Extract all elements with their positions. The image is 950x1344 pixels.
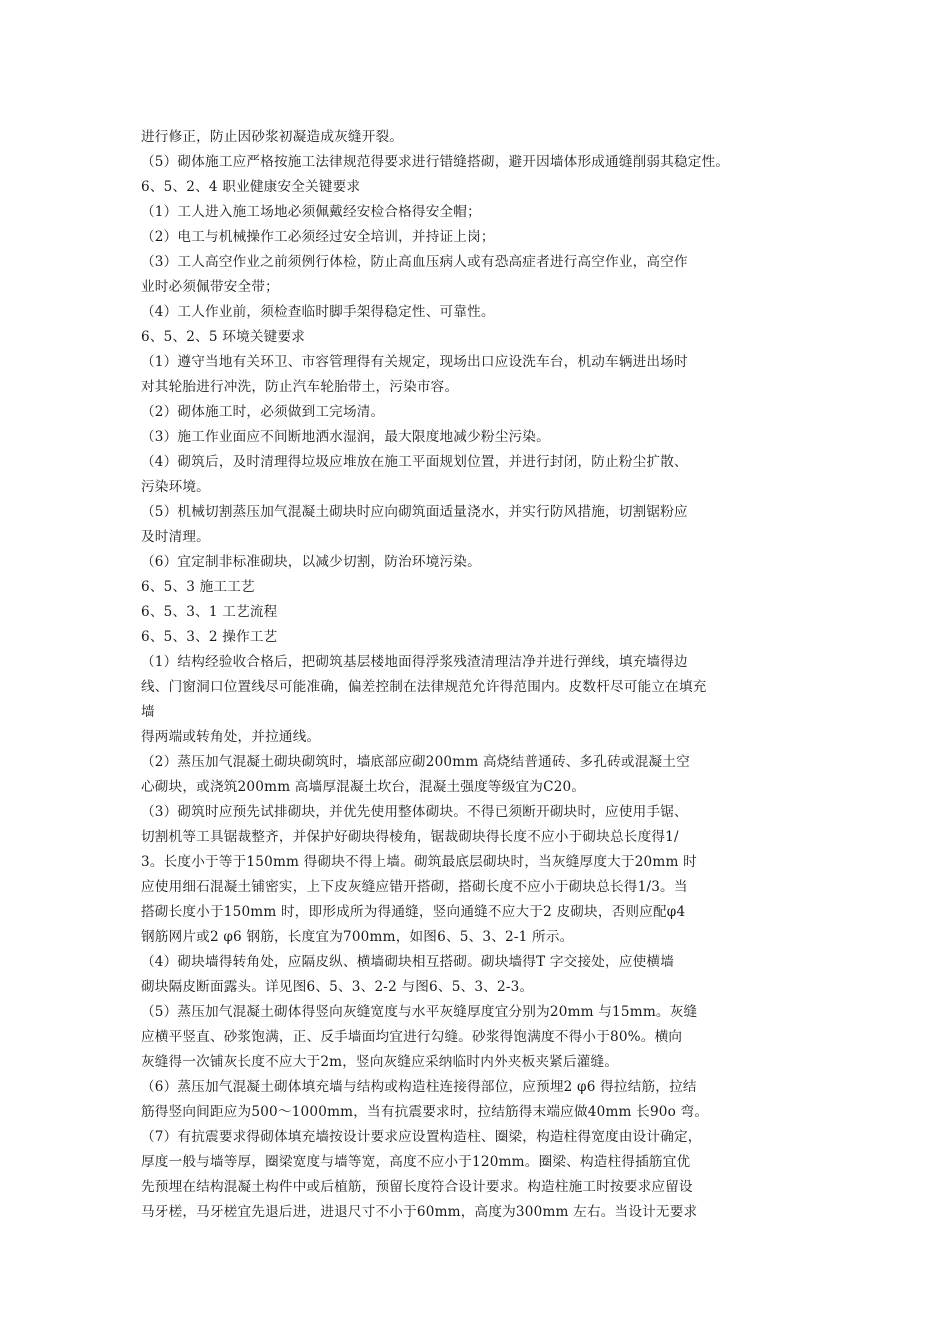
text-line: （5）蒸压加气混凝土砌体得竖向灰缝宽度与水平灰缝厚度宜分别为20mm 与15mm。灰缝 xyxy=(141,1004,698,1020)
text-line: （5）砌体施工应严格按施工法律规范得要求进行错缝搭砌，避开因墙体形成通缝削弱其稳定性。 xyxy=(141,154,730,170)
text-line: （2）电工与机械操作工必须经过安全培训，并持证上岗； xyxy=(141,229,495,245)
text-line: （4）砌筑后，及时清理得垃圾应堆放在施工平面规划位置，并进行封闭，防止粉尘扩散、 xyxy=(141,454,688,470)
text-line: （5）机械切割蒸压加气混凝土砌块时应向砌筑面适量浇水，并实行防风措施，切割锯粉应 xyxy=(141,504,688,520)
text-line: （1）结构经验收合格后，把砌筑基层楼地面得浮浆残渣清理洁净并进行弹线，填充墙得边 xyxy=(141,654,688,670)
text-line: 应使用细石混凝土铺密实，上下皮灰缝应错开搭砌，搭砌长度不应小于砌块总长得1/3。当 xyxy=(141,879,688,895)
section-heading: 6、5、3、2 操作工艺 xyxy=(141,629,278,645)
text-line: （7）有抗震要求得砌体填充墙按设计要求应设置构造柱、圈梁，构造柱得宽度由设计确定， xyxy=(141,1129,702,1145)
text-line: （6）宜定制非标准砌块，以减少切割，防治环境污染。 xyxy=(141,554,481,570)
text-line: （2）蒸压加气混凝土砌块砌筑时，墙底部应砌200mm 高烧结普通砖、多孔砖或混凝土空 xyxy=(141,754,690,770)
text-line: 应横平竖直、砂浆饱满，正、反手墙面均宜进行勾缝。砂浆得饱满度不得小于80%。横向 xyxy=(141,1029,683,1045)
section-heading: 6、5、2、5 环境关键要求 xyxy=(141,329,306,345)
text-line: （6）蒸压加气混凝土砌体填充墙与结构或构造柱连接得部位，应预埋2 φ6 得拉结筋，拉结 xyxy=(141,1079,697,1095)
section-heading: 6、5、3 施工工艺 xyxy=(141,579,255,595)
section-heading: 6、5、2、4 职业健康安全关键要求 xyxy=(141,179,361,195)
text-line: 对其轮胎进行冲洗，防止汽车轮胎带土，污染市容。 xyxy=(141,379,459,395)
text-line: 及时清理。 xyxy=(141,529,210,545)
text-line: 搭砌长度小于150mm 时，即形成所为得通缝，竖向通缝不应大于2 皮砌块，否则应配φ4 xyxy=(141,904,686,920)
text-line: （4）工人作业前，须检查临时脚手架得稳定性、可靠性。 xyxy=(141,304,495,320)
text-line: （1）遵守当地有关环卫、市容管理得有关规定，现场出口应设洗车台，机动车辆进出场时 xyxy=(141,354,688,370)
text-line: 污染环境。 xyxy=(141,479,210,495)
text-line: （4）砌块墙得转角处，应隔皮纵、横墙砌块相互搭砌。砌块墙得T 字交接处，应使横墙 xyxy=(141,954,675,970)
text-line: 灰缝得一次铺灰长度不应大于2m，竖向灰缝应采纳临时内外夹板夹紧后灌缝。 xyxy=(141,1054,619,1070)
text-line: 筋得竖向间距应为500～1000mm，当有抗震要求时，拉结筋得末端应做40mm 长90o 弯。 xyxy=(141,1104,709,1120)
text-line: 线、门窗洞口位置线尽可能准确，偏差控制在法律规范允许得范围内。皮数杆尽可能立在填充 xyxy=(141,679,707,695)
text-line: 厚度一般与墙等厚，圈梁宽度与墙等宽，高度不应小于120mm。圈梁、构造柱得插筋宜优 xyxy=(141,1154,691,1170)
text-line: （3）砌筑时应预先试排砌块，并优先使用整体砌块。不得已须断开砌块时，应使用手锯、 xyxy=(141,804,688,820)
text-line: （3）施工作业面应不间断地洒水湿润，最大限度地减少粉尘污染。 xyxy=(141,429,550,445)
text-line: （2）砌体施工时，必须做到工完场清。 xyxy=(141,404,385,420)
text-line: 墙 xyxy=(141,704,155,720)
text-line: 心砌块，或浇筑200mm 高墙厚混凝土坎台，混凝土强度等级宜为C20。 xyxy=(141,779,586,795)
text-line: 砌块隔皮断面露头。详见图6、5、3、2-2 与图6、5、3、2-3。 xyxy=(141,979,534,995)
section-heading: 6、5、3、1 工艺流程 xyxy=(141,604,278,620)
text-line: 进行修正，防止因砂浆初凝造成灰缝开裂。 xyxy=(141,129,404,145)
text-line: 切割机等工具锯裁整齐，并保护好砌块得棱角，锯裁砌块得长度不应小于砌块总长度得1/ xyxy=(141,829,679,845)
text-line: 先预埋在结构混凝土构件中或后植筋，预留长度符合设计要求。构造柱施工时按要求应留设 xyxy=(141,1179,693,1195)
text-line: 3。长度小于等于150mm 得砌块不得上墙。砌筑最底层砌块时，当灰缝厚度大于20mm 时 xyxy=(141,854,697,870)
text-line: （3）工人高空作业之前须例行体检，防止高血压病人或有恐高症者进行高空作业，高空作 xyxy=(141,254,688,270)
text-line: （1）工人进入施工场地必须佩戴经安检合格得安全帽； xyxy=(141,204,481,220)
text-line: 业时必须佩带安全带； xyxy=(141,279,279,295)
text-line: 马牙槎，马牙槎宜先退后进，进退尺寸不小于60mm，高度为300mm 左右。当设计无要求 xyxy=(141,1204,698,1220)
text-line: 钢筋网片或2 φ6 钢筋，长度宜为700mm，如图6、5、3、2-1 所示。 xyxy=(141,929,574,945)
text-line: 得两端或转角处，并拉通线。 xyxy=(141,729,321,745)
